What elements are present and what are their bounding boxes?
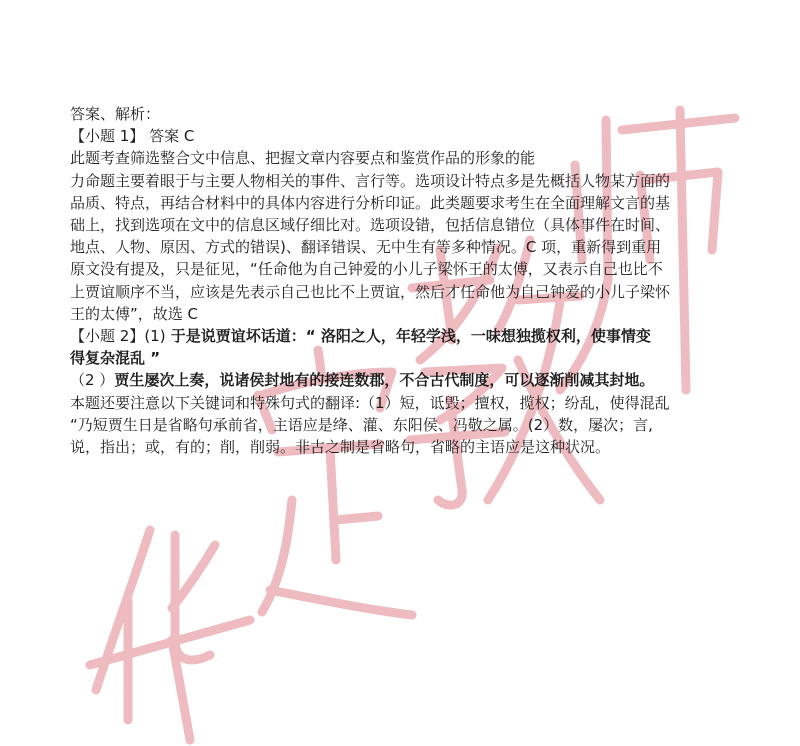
question-1-explanation-line: 力命题主要着眼于与主要人物相关的事件、言行等。选项设计特点多是先概括人物某方面的 bbox=[70, 171, 671, 190]
question-2-part-2-text: 贾生屡次上奏，说诸侯封地有的接连数郡，不合古代制度，可以逐渐削减其封地。 bbox=[114, 371, 655, 390]
question-2-explanation-line: 本题还要注意以下关键词和特殊句式的翻译:（1）短，诋毁；擅权，揽权；纷乱，使得混乱 bbox=[70, 393, 670, 412]
answer-heading: 答案、解析： bbox=[70, 105, 161, 123]
question-1-explanation-line: 品质、特点，再结合材料中的具体内容进行分析印证。此类题要求考生在全面理解文言的基 bbox=[70, 193, 671, 212]
question-1-explanation-line: 础上，找到选项在文中的信息区域仔细比对。选项设错，包括信息错位（具体事件在时间、 bbox=[70, 216, 671, 235]
question-2-part-1-text: 于是说贾谊坏话道：“ 洛阳之人，年轻学浅，一味想独揽权利，使事情变 bbox=[165, 327, 651, 346]
question-1-explanation-line: 此题考查筛选整合文中信息、把握文章内容要点和鉴赏作品的形象的能 bbox=[70, 149, 536, 168]
answer-document bbox=[70, 103, 770, 458]
question-1-explanation-line: 原文没有提及，只是征见，“任命他为自己钟爱的小儿子梁怀王的太傅，又表示自己也比不 bbox=[70, 260, 663, 279]
question-2-answer-line-1 bbox=[70, 325, 770, 347]
question-2-tag: 【小题 2】 bbox=[70, 327, 145, 346]
question-1-explanation-line: 王的太傅”，故选 C bbox=[70, 304, 199, 323]
question-1-header bbox=[70, 125, 770, 147]
question-1-tag: 【小题 1】 bbox=[70, 127, 145, 146]
question-1-answer: 答案 C bbox=[144, 127, 195, 146]
question-2-answer-line-2: 得复杂混乱 ” bbox=[70, 349, 161, 368]
question-1-explanation-line: 地点、人物、原因、方式的错误)、翻译错误、无中生有等多种情况。C 项，重新得到重用 bbox=[70, 238, 662, 257]
question-2-explanation-line: “乃短贾生日是省略句承前省，主语应是绛、灌、东阳侯、冯敬之属。(2）数，屡次；言, bbox=[70, 415, 653, 434]
question-1-explanation-line: 上贾谊顺序不当，应该是先表示自己也比不上贾谊，然后才任命他为自己钟爱的小儿子梁怀 bbox=[70, 282, 671, 301]
question-2-answer-line-3 bbox=[70, 369, 770, 391]
watermark-glyph-hua bbox=[90, 530, 250, 740]
question-2-part-1-number: (1) bbox=[144, 327, 166, 346]
question-2-part-2-number: （2 ） bbox=[70, 371, 115, 390]
question-2-explanation-line: 说，指出；或，有的；削，削弱。非古之制是省略句，省略的主语应是这种状况。 bbox=[70, 438, 611, 457]
